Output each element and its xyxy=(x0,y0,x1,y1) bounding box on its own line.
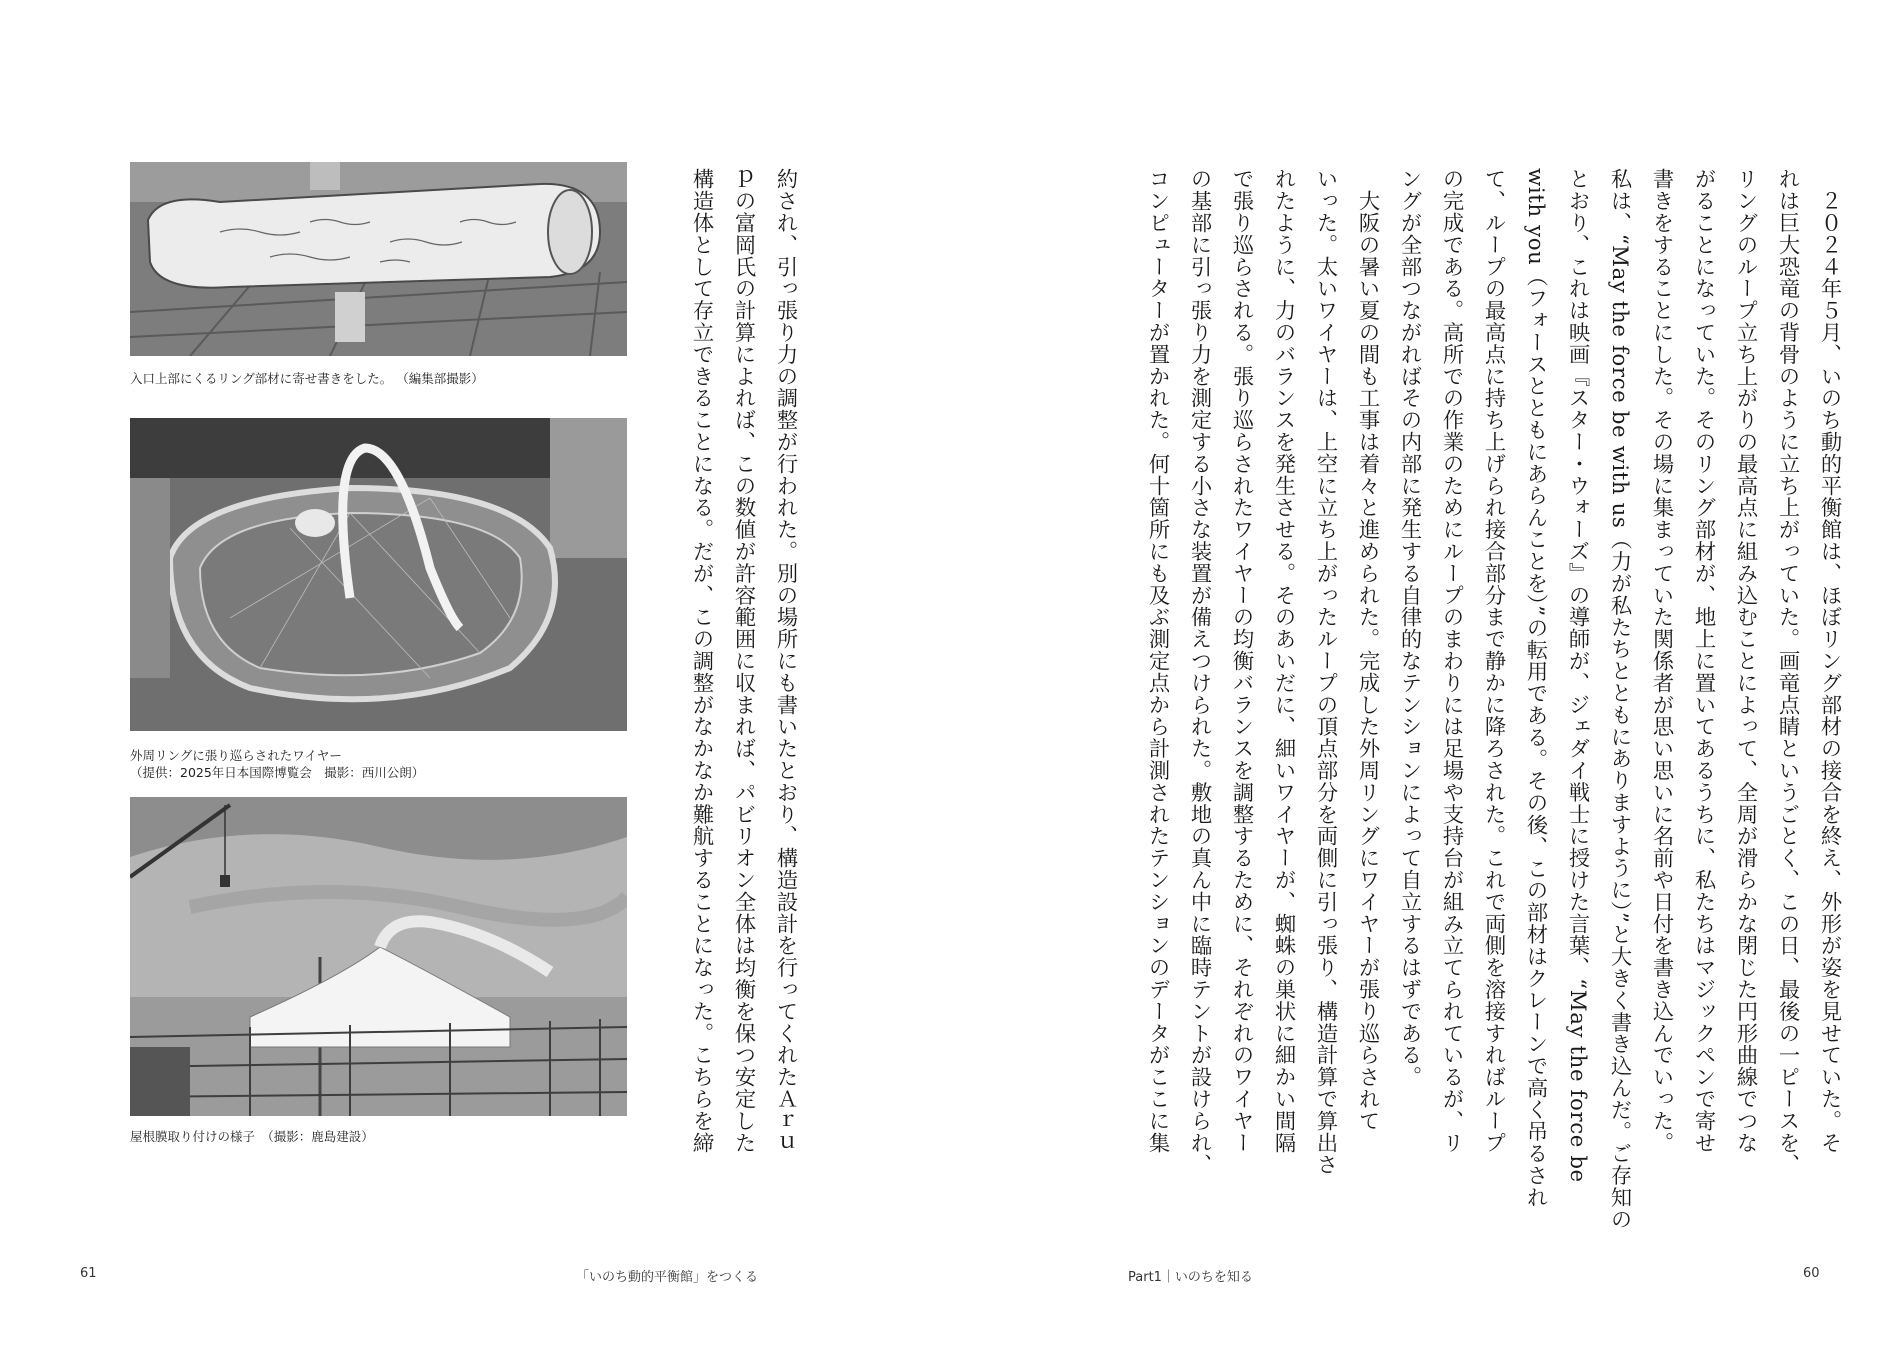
text-line: れたように、力のバランスを発生させる。そのあいだに、細いワイヤーが、蜘蛛の巣状に細かい間隔 xyxy=(1271,168,1296,1154)
text-line: 私は、“May the force be with us（力が私たちとともにありますように）”と大きく書き込んだ。ご存知の xyxy=(1607,168,1632,1231)
roof-membrane-photo xyxy=(130,797,627,1116)
text-line: とおり、これは映画『スター・ウォーズ』の導師が、ジェダイ戦士に授けた言葉、“May the force be xyxy=(1565,168,1590,1183)
photo-caption-3 xyxy=(130,1128,690,1145)
left-page xyxy=(0,0,950,1350)
text-line: 書きをすることにした。その場に集まっていた関係者が思い思いに名前や日付を書き込んでいった。 xyxy=(1649,168,1674,1154)
photo-caption-1 xyxy=(130,370,690,387)
ring-segment-photo xyxy=(130,162,627,356)
text-line: 大阪の暑い夏の間も工事は着々と進められた。完成した外周リングにワイヤーが張り巡らされて xyxy=(1355,168,1380,1132)
text-line: で張り巡らされる。張り巡らされたワイヤーの均衡バランスを調整するために、それぞれのワイヤー xyxy=(1229,168,1254,1154)
text-line: with you（フォースとともにあらんことを）”の転用である。その後、この部材はクレーンで高く吊るされ xyxy=(1523,168,1548,1208)
text-line: ｐの富岡氏の計算によれば、この数値が許容範囲に収まれば、パビリオン全体は均衡を保つ安定した xyxy=(731,168,756,1154)
text-line: いった。太いワイヤーは、上空に立ち上がったループの頂点部分を両側に引っ張り、構造計算で算出さ xyxy=(1313,168,1338,1176)
text-line: の完成である。高所での作業のためにループのまわりには足場や支持台が組み立てられているが、リ xyxy=(1439,168,1464,1154)
text-line: がることになっていた。そのリング部材が、地上に置いてあるうちに、私たちはマジックペンで寄せ xyxy=(1691,168,1716,1154)
caption-line: 入口上部にくるリング部材に寄せ書きをした。 （編集部撮影） xyxy=(130,371,484,386)
caption-line: 屋根膜取り付けの様子 （撮影：鹿島建設） xyxy=(130,1129,374,1144)
text-line: の基部に引っ張り力を測定する小さな装置が備えつけられた。敷地の真ん中に臨時テントが設けられ、 xyxy=(1187,168,1212,1176)
text-line: れは巨大恐竜の背骨のように立ち上がっていた。画竜点睛というごとく、この日、最後の一ピースを、 xyxy=(1775,168,1800,1176)
page-number-right: 60 xyxy=(1803,1266,1820,1281)
text-line: コンピューターが置かれた。何十箇所にも及ぶ測定点から計測されたテンションのデータがここに集 xyxy=(1145,168,1170,1154)
photo-caption-2 xyxy=(130,747,690,781)
text-line: 構造体として存立できることになる。だが、この調整がなかなか難航することになった。こちらを締 xyxy=(689,168,714,1154)
wire-ring-construction-photo xyxy=(130,418,627,731)
right-page xyxy=(951,0,1903,1350)
text-line: リングのループ立ち上がりの最高点に組み込むことによって、全周が滑らかな閉じた円形曲線でつな xyxy=(1733,168,1758,1154)
text-line: 約され、引っ張り力の調整が行われた。別の場所にも書いたとおり、構造設計を行ってくれたＡｒｕ xyxy=(773,168,798,1154)
running-title-right: Part1｜いのちを知る xyxy=(1128,1270,1253,1285)
page-number-left: 61 xyxy=(80,1266,97,1281)
running-title-left: 「いのち動的平衡館」をつくる xyxy=(576,1270,759,1285)
text-line: ２０２４年５月、いのち動的平衡館は、ほぼリング部材の接合を終え、外形が姿を見せていた。そ xyxy=(1817,168,1842,1154)
body-text-left xyxy=(680,168,806,1154)
text-line: ングが全部つながればその内部に発生する自律的なテンションによって自立するはずである。 xyxy=(1397,168,1422,1088)
caption-line: （提供：2025年日本国際博覧会 撮影：西川公朗） xyxy=(130,765,425,780)
caption-line: 外周リングに張り巡らされたワイヤー xyxy=(130,748,342,763)
text-line: て、ループの最高点に持ち上げられ接合部分まで静かに降ろされた。これで両側を溶接すればループ xyxy=(1481,168,1506,1154)
body-text-right xyxy=(1136,168,1850,1231)
